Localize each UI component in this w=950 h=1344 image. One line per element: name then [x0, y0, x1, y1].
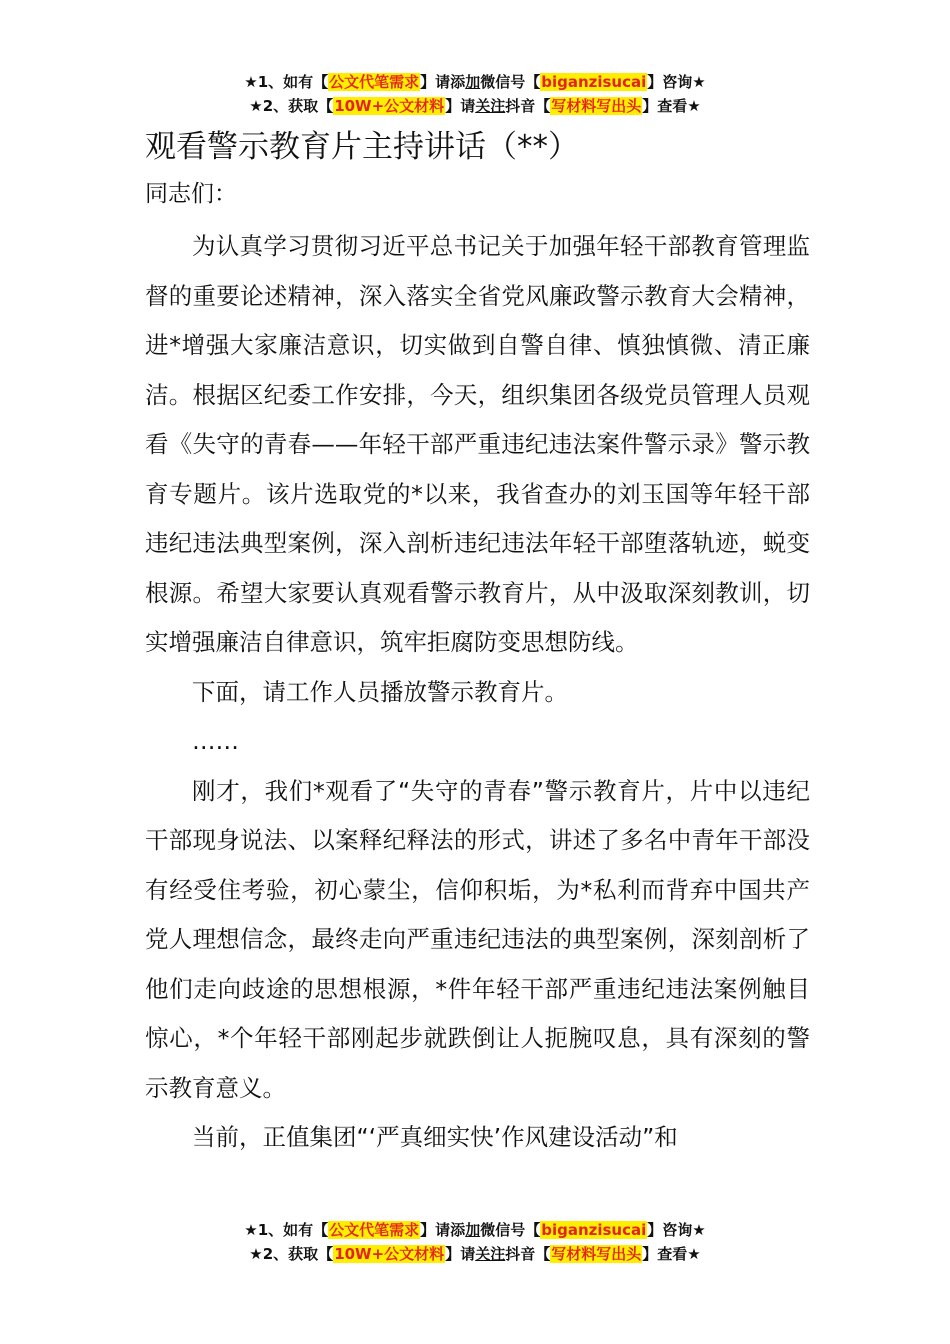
paragraph-ellipsis: ……	[192, 727, 239, 755]
highlight-materials: 10W+公文材料	[334, 97, 445, 115]
highlight-douyin-account: 写材料写出头	[551, 97, 642, 115]
paragraph-play-film: 下面，请工作人员播放警示教育片。	[192, 677, 568, 706]
banner-text: 】请添	[420, 73, 466, 91]
banner-text: ★2、获取【	[249, 1245, 334, 1263]
banner-line-1	[0, 70, 950, 94]
banner-text: 微信号【	[480, 1221, 541, 1239]
banner-line-1	[0, 1218, 950, 1242]
document-title: 观看警示教育片主持讲话（**）	[145, 129, 579, 165]
banner-text-underlined: 加	[465, 1221, 481, 1239]
banner-text: ★1、如有【	[244, 1221, 329, 1239]
banner-text: 】请	[445, 1245, 476, 1263]
banner-text-underlined: 关注	[475, 97, 506, 115]
banner-text: 】咨询★	[647, 1221, 706, 1239]
highlight-wechat-id: biganzisucai	[541, 1221, 647, 1239]
banner-text: ★1、如有【	[244, 73, 329, 91]
banner-line-2	[0, 1242, 950, 1266]
paragraph-current: 当前，正值集团“‘严真细实快’作风建设活动”和	[192, 1123, 678, 1151]
banner-text: 抖音【	[505, 1245, 551, 1263]
banner-text: 微信号【	[480, 73, 541, 91]
highlight-materials: 10W+公文材料	[334, 1245, 445, 1263]
banner-text: 】请	[445, 97, 476, 115]
highlight-service: 公文代笔需求	[329, 1221, 420, 1239]
banner-line-2	[0, 94, 950, 118]
highlight-wechat-id: biganzisucai	[541, 73, 647, 91]
paragraph-intro: 为认真学习贯彻习近平总书记关于加强年轻干部教育管理监督的重要论述精神，深入落实全省党风廉政警示教育大会精神，进*增强大家廉洁意识，切实做到自警自律、慎独慎微、清正廉洁。根据区纪委工作安排，今天，组织集团各级党员管理人员观看《失守的青春——年轻干部严重违纪违法案件警示录》警示教育专题片。该片选取党的*以来，我省查办的刘玉国等年轻干部违纪违法典型案例，深入剖析违纪违法年轻干部堕落轨迹，蜕变根源。希望大家要认真观看警示教育片，从中汲取深刻教训，切实增强廉洁自律意识，筑牢拒腐防变思想防线。	[145, 232, 810, 656]
banner-text-underlined: 关注	[475, 1245, 506, 1263]
banner-text: 】咨询★	[647, 73, 706, 91]
banner-text: 】查看★	[642, 1245, 701, 1263]
banner-text-underlined: 加	[465, 73, 481, 91]
banner-text: 】请添	[420, 1221, 466, 1239]
header-banner	[0, 70, 950, 118]
salutation: 同志们：	[145, 181, 237, 207]
footer-banner	[0, 1218, 950, 1266]
banner-text: 抖音【	[505, 97, 551, 115]
paragraph-review: 刚才，我们*观看了“失守的青春”警示教育片，片中以违纪干部现身说法、以案释纪释法的形式，讲述了多名中青年干部没有经受住考验，初心蒙尘，信仰积垢，为*私利而背弃中国共产党人理想信念，最终走向严重违纪违法的典型案例，深刻剖析了他们走向歧途的思想根源，*件年轻干部严重违纪违法案例触目惊心，*个年轻干部刚起步就跌倒让人扼腕叹息，具有深刻的警示教育意义。	[145, 776, 810, 1102]
banner-text: 】查看★	[642, 97, 701, 115]
highlight-service: 公文代笔需求	[329, 73, 420, 91]
document-body	[145, 222, 810, 1163]
highlight-douyin-account: 写材料写出头	[551, 1245, 642, 1263]
banner-text: ★2、获取【	[249, 97, 334, 115]
